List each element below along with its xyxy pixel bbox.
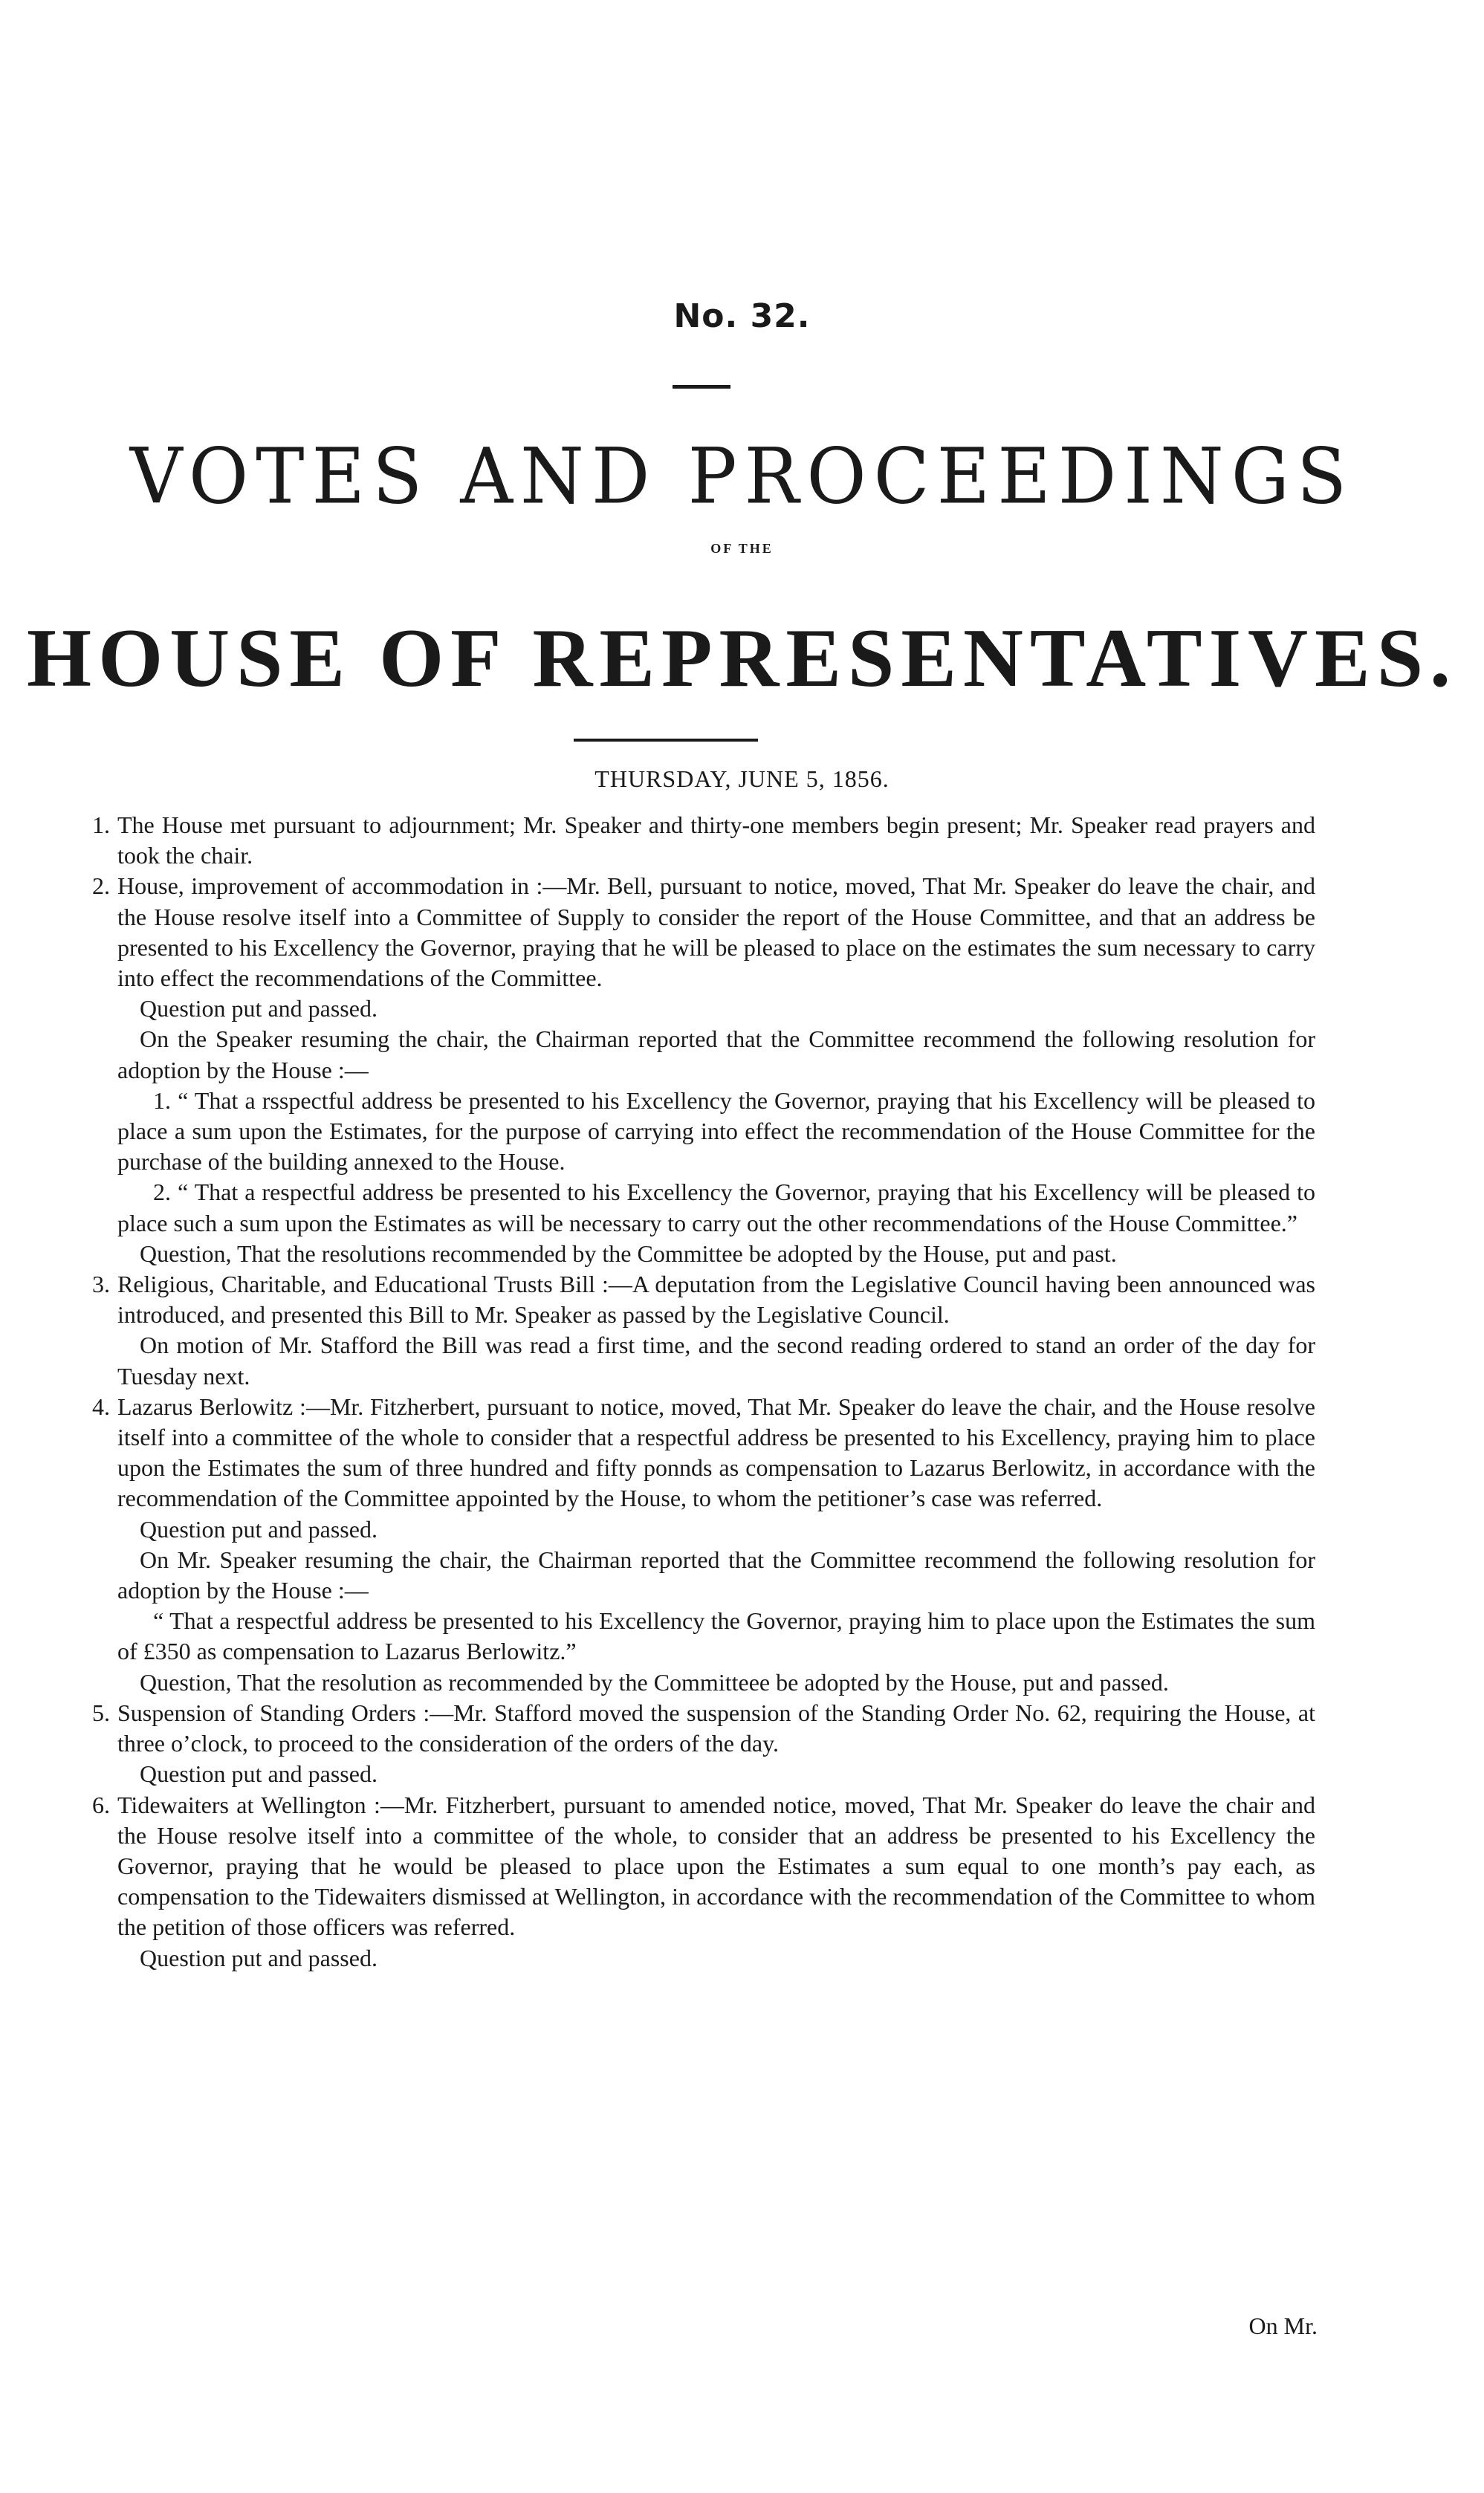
catchword: On Mr.	[1248, 2312, 1318, 2339]
item-paragraph: Tidewaiters at Wellington :—Mr. Fitzherbert, pursuant to amended notice, moved, That Mr. Speaker do leave the chair and the House resolve itself into a committee of the whole, to consider that an address be presented to his Excellency the Governor, praying that he would be pleased to place upon the Estimates a sum equal to one month’s pay each, as compensation to the Tidewaiters dismissed at Wellington, in accordance with the recommendation of the Committee to whom the petition of those officers was referred.	[117, 1791, 1315, 1941]
proceeding-item-6	[92, 1790, 1315, 1974]
item-paragraph: Lazarus Berlowitz :—Mr. Fitzherbert, pursuant to notice, moved, That Mr. Speaker do leave the chair, and the House resolve itself into a committee of the whole to consider that a respectful address be presented to his Excellency, praying him to place upon the Estimates the sum of three hundred and fifty ponnds as compensation to Lazarus Berlowitz, in accordance with the recommendation of the Committee appointed by the House, to whom the petitioner’s case was referred.	[117, 1393, 1315, 1512]
item-paragraph: 2. “ That a respectful address be presented to his Excellency the Governor, praying that his Excellency will be pleased to place such a sum upon the Estimates as will be necessary to carry out the other recommendations of the House Committee.”	[117, 1179, 1315, 1236]
proceeding-item-4	[92, 1392, 1315, 1698]
item-paragraph: Question, That the resolutions recommended by the Committee be adopted by the House, put and past.	[140, 1239, 1117, 1267]
title-of-the: OF THE	[710, 541, 774, 556]
item-paragraph: Religious, Charitable, and Educational Trusts Bill :—A deputation from the Legislative Council having been announced was introduced, and presented this Bill to Mr. Speaker as passed by the Legislative Council.	[117, 1271, 1315, 1329]
item-paragraph: Suspension of Standing Orders :—Mr. Stafford moved the suspension of the Standing Order No. 62, requiring the House, at three o’clock, to proceed to the consideration of the orders of the day.	[117, 1699, 1315, 1757]
item-paragraph: The House met pursuant to adjournment; Mr. Speaker and thirty-one members begin present; Mr. Speaker read prayers and took the chair.	[117, 811, 1315, 869]
proceeding-item-1	[92, 810, 1315, 871]
title-votes-proceedings: VOTES AND PROCEEDINGS	[129, 432, 1355, 522]
title-house-of-representatives: HOUSE OF REPRESENTATIVES.	[26, 612, 1458, 704]
item-number: 3.	[92, 1271, 110, 1298]
item-number: 2.	[92, 872, 110, 900]
proceeding-item-2	[92, 871, 1315, 1269]
item-number: 4.	[92, 1393, 110, 1420]
item-paragraph: Question put and passed.	[140, 995, 378, 1022]
item-paragraph: Question put and passed.	[140, 1515, 378, 1543]
title-rule	[574, 739, 758, 742]
session-date: THURSDAY, JUNE 5, 1856.	[594, 765, 890, 792]
short-rule	[673, 385, 730, 389]
item-paragraph: On motion of Mr. Stafford the Bill was read a first time, and the second reading ordered to stand an order of the day for Tuesday next.	[117, 1332, 1315, 1390]
document-number: No. 32.	[673, 297, 811, 335]
item-number: 5.	[92, 1699, 110, 1726]
item-paragraph: 1. “ That a rsspectful address be presented to his Excellency the Governor, praying that his Excellency will be pleased to place a sum upon the Estimates, for the purpose of carrying into effect the recommendation of the House Committee for the purchase of the building annexed to the House.	[117, 1086, 1315, 1176]
item-paragraph: On Mr. Speaker resuming the chair, the Chairman reported that the Committee recommend the following resolution for adoption by the House :—	[117, 1546, 1315, 1604]
item-paragraph: On the Speaker resuming the chair, the Chairman reported that the Committee recommend the following resolution for adoption by the House :—	[117, 1025, 1315, 1083]
item-paragraph: Question put and passed.	[140, 1944, 378, 1971]
proceeding-item-5	[92, 1698, 1315, 1790]
item-number: 6.	[92, 1791, 110, 1818]
proceedings-body	[92, 810, 1315, 1974]
item-number: 1.	[92, 811, 110, 838]
proceeding-item-3	[92, 1269, 1315, 1392]
item-paragraph: Question, That the resolution as recommended by the Committeee be adopted by the House, put and passed.	[140, 1668, 1169, 1696]
item-paragraph: House, improvement of accommodation in :—Mr. Bell, pursuant to notice, moved, That Mr. Speaker do leave the chair, and the House resolve itself into a Committee of Supply to consider the report of the House Committee, and that an address be presented to his Excellency the Governor, praying that he will be pleased to place on the estimates the sum necessary to carry into effect the recommendations of the Committee.	[117, 872, 1315, 992]
item-paragraph: Question put and passed.	[140, 1760, 378, 1788]
item-paragraph: “ That a respectful address be presented to his Excellency the Governor, praying him to place upon the Estimates the sum of £350 as compensation to Lazarus Berlowitz.”	[117, 1607, 1315, 1665]
